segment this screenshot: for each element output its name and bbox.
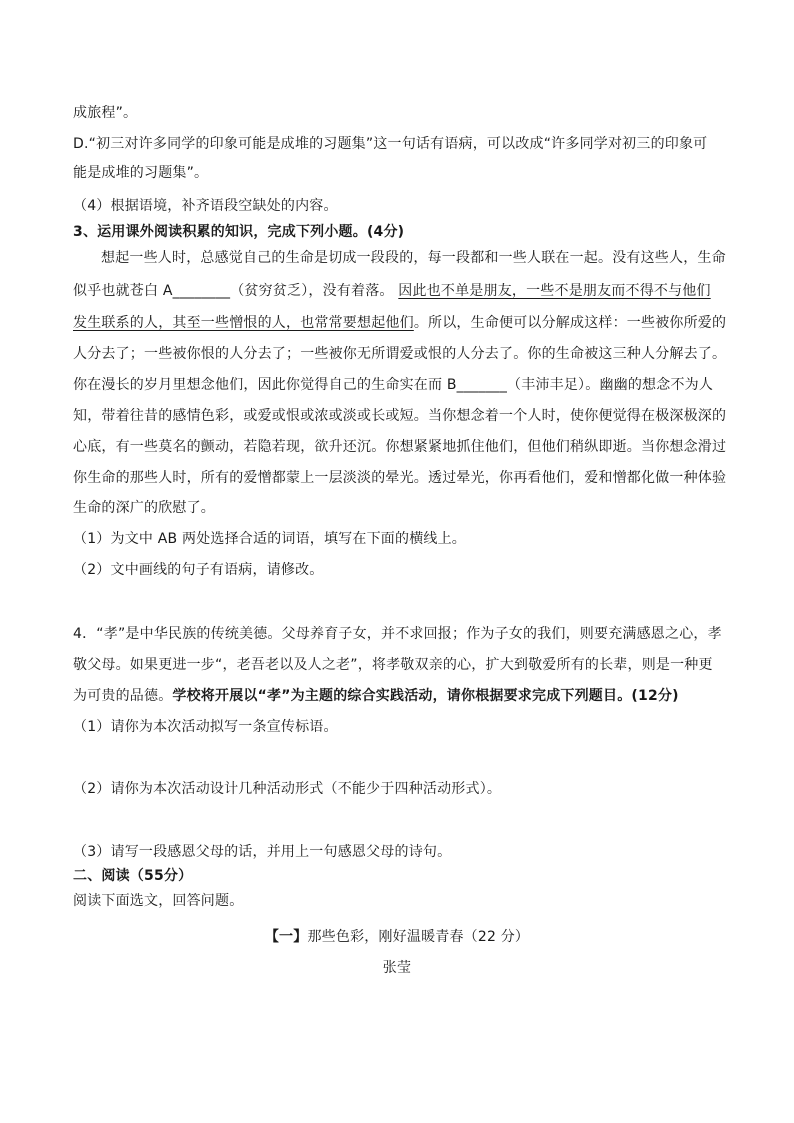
section-4-question-3: （3）请写一段感恩父母的话，并用上一句感恩父母的诗句。 [73,844,452,860]
passage-line [73,281,723,301]
passage-line: 人分去了；一些被你恨的人分去了；一些被你无所谓爱或恨的人分去了。你的生命被这三种人分解去了。 [73,346,727,362]
underlined-sentence: 因此也不单是朋友，一些不是朋友而不得不与他们 [398,283,711,299]
underlined-sentence: 发生联系的人，其至一些憎恨的人，也常常要想起他们 [73,315,414,331]
sub-question-1: （1）为文中 AB 两处选择合适的词语，填写在下面的横线上。 [73,531,466,547]
section-2-heading: 二、阅读（55分） [73,868,193,884]
passage-line: 你在漫长的岁月里想念他们，因此你觉得自己的生命实在而 B_______（丰沛丰足）。幽幽的想念不为人 [73,377,714,393]
text-line: 能是成堆的习题集”。 [73,165,209,181]
section-4-text: 敬父母。如果更进一步“，老吾老以及人之老”，将孝敬双亲的心，扩大到敬爱所有的长辈，则是一种更 [73,657,713,673]
article-author: 张莹 [382,960,412,976]
section-4-text-plain: 为可贵的品德。 [73,688,173,704]
section-3-heading: 3、运用课外阅读积累的知识，完成下列小题。(4分) [73,224,405,240]
sub-question-2: （2）文中画线的句子有语病，请修改。 [73,562,324,578]
passage-line: 知，带着往昔的感情色彩，或爱或恨或浓或淡或长或短。当你想念着一个人时，使你便觉得在极深极深的 [73,408,727,424]
section-4-text: 4．“孝”是中华民族的传统美德。父母养育子女，并不求回报；作为子女的我们，则要充满感恩之心，孝 [73,626,722,642]
question-4-prompt: （4）根据语境，补齐语段空缺处的内容。 [73,198,338,214]
passage-line: 生命的深广的欣慰了。 [73,500,215,516]
option-d: D.“初三对许多同学的印象可能是成堆的习题集”这一句话有语病，可以改成“许多同学对初三的印象可 [73,136,708,152]
passage-line: 想起一些人时，总感觉自己的生命是切成一段段的，每一段都和一些人联在一起。没有这些人，生命 [101,250,726,266]
passage-text: 似乎也就苍白 A________（贫穷贫乏），没有着落。 [73,283,394,299]
passage-line: 你生命的那些人时，所有的爱憎都蒙上一层淡淡的晕光。透过晕光，你再看他们，爱和憎都化做一种体验 [73,470,727,486]
article-title [0,927,794,947]
passage-text: 。所以，生命便可以分解成这样：一些被你所爱的 [413,315,727,331]
section-2-instruction: 阅读下面选文，回答问题。 [73,893,244,909]
article-title-bracket: 【一】 [264,929,308,945]
article-title-text: 那些色彩，刚好温暖青春（22 分） [307,929,530,945]
text-line: 成旅程”。 [73,105,138,121]
passage-line [73,313,727,333]
section-4-question-2: （2）请你为本次活动设计几种活动形式（不能少于四种活动形式）。 [73,781,502,797]
passage-line: 心底，有一些莫名的颤动，若隐若现，欲升还沉。你想紧紧地抓住他们，但他们稍纵即逝。当你想念滑过 [73,439,727,455]
section-4-text [73,686,723,706]
section-4-question-1: （1）请你为本次活动拟写一条宣传标语。 [73,719,338,735]
section-4-task: 学校将开展以“孝”为主题的综合实践活动，请你根据要求完成下列题目。(12分) [172,688,679,704]
